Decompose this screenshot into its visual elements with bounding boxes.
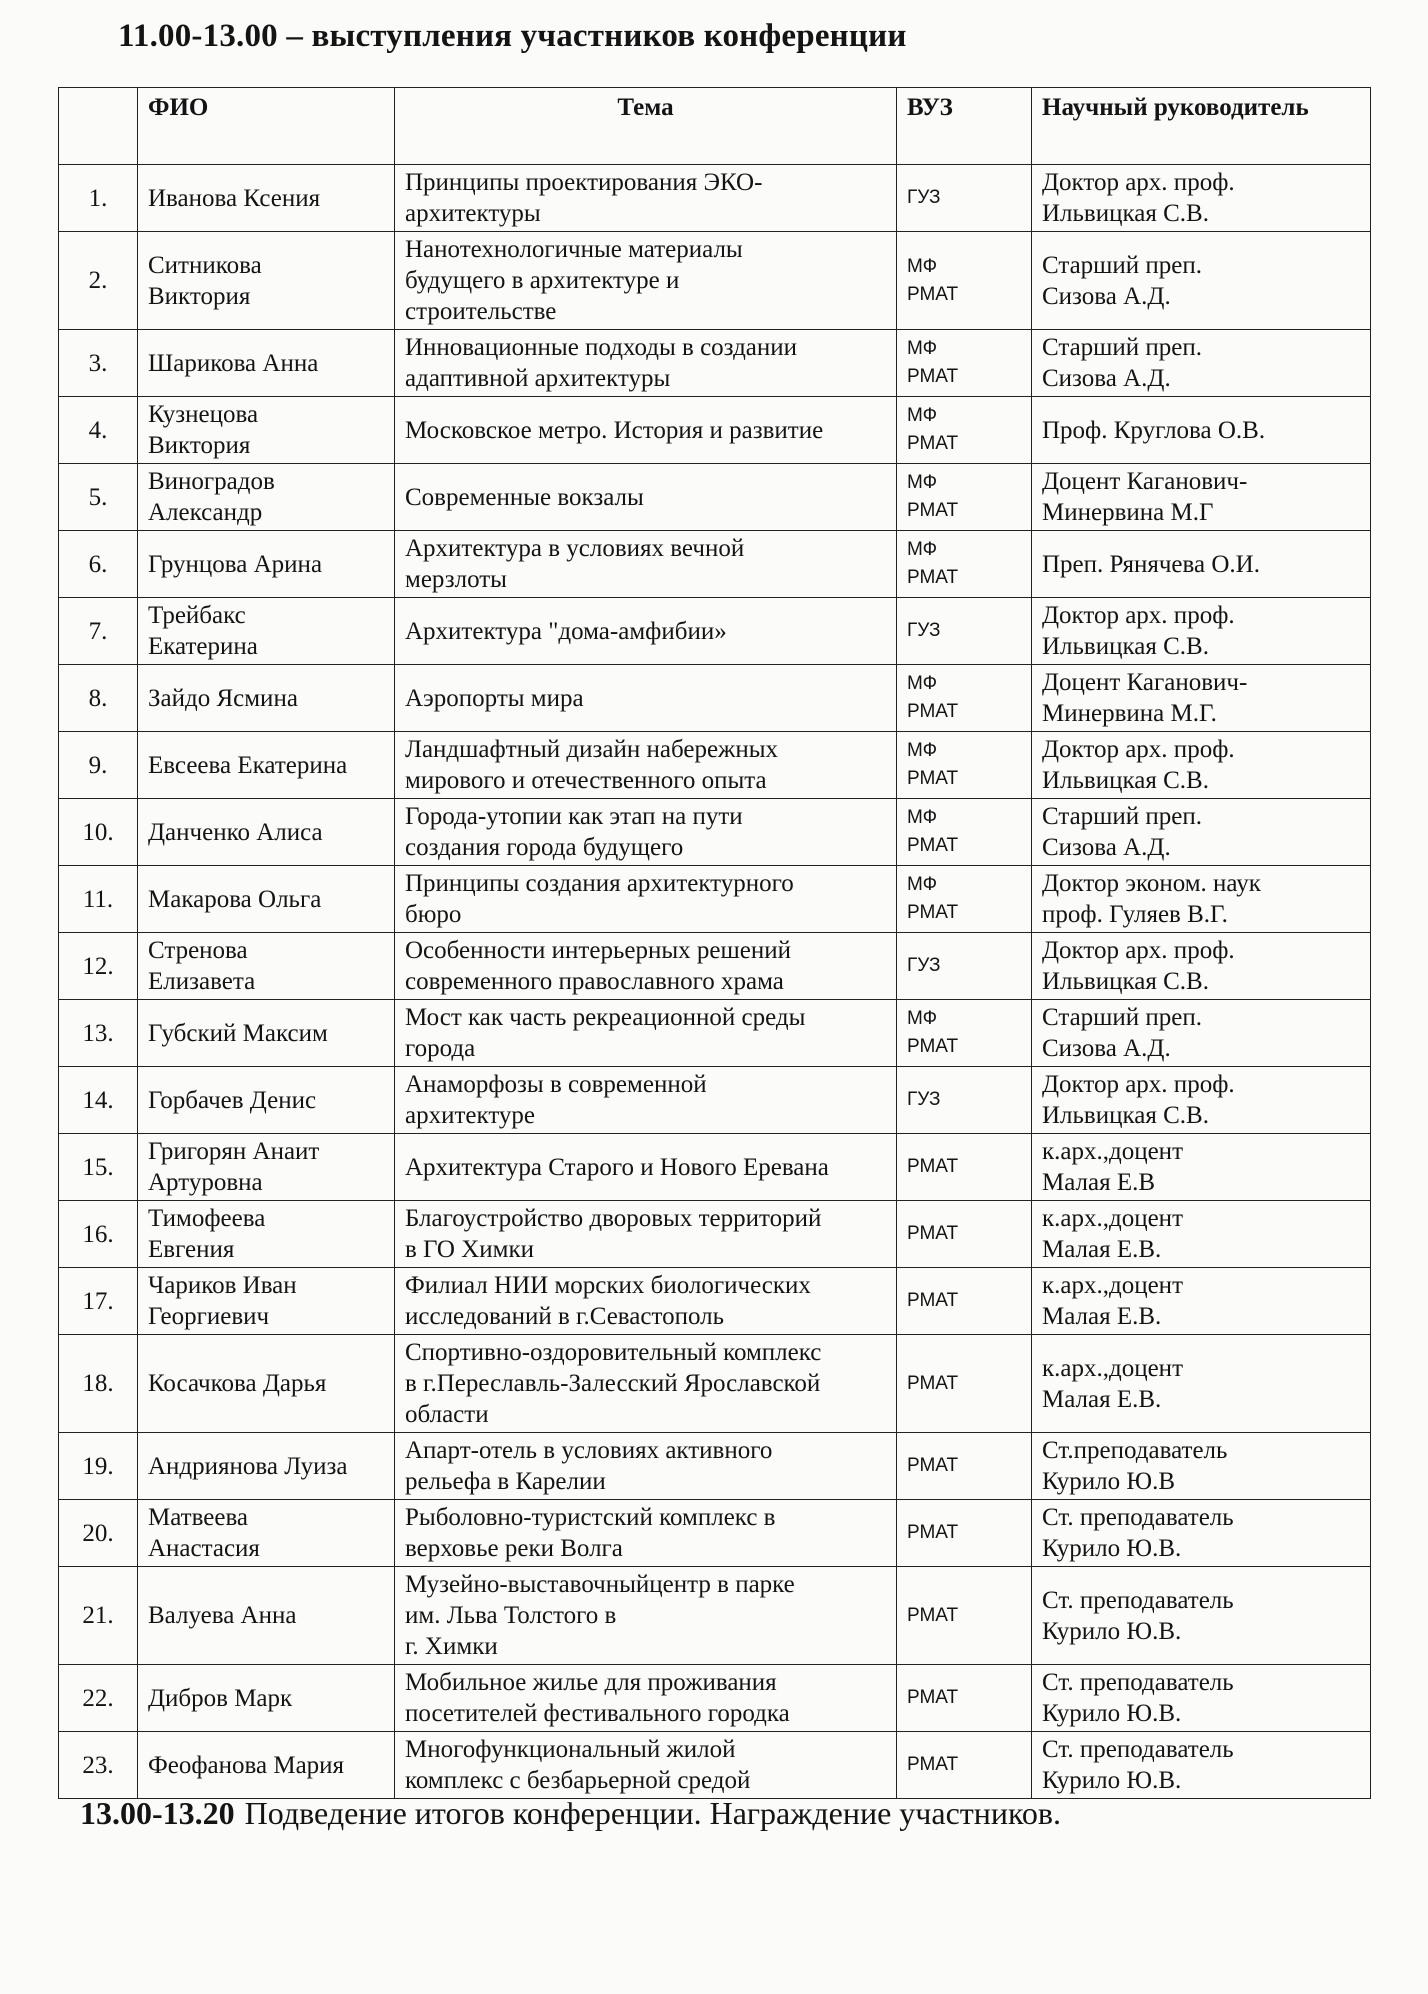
- university: ГУЗ: [897, 1067, 1032, 1134]
- participant-name: Губский Максим: [138, 1000, 395, 1067]
- university: ГУЗ: [897, 933, 1032, 1000]
- row-number: 7.: [59, 598, 138, 665]
- closing-session: [80, 1795, 1061, 1832]
- talk-topic: Многофункциональный жилой комплекс с безбарьерной средой: [395, 1732, 897, 1799]
- talk-topic: Благоустройство дворовых территорий в ГО Химки: [395, 1201, 897, 1268]
- talk-topic: Принципы создания архитектурного бюро: [395, 866, 897, 933]
- talk-topic: Музейно-выставочныйцентр в парке им. Льва Толстого в г. Химки: [395, 1567, 897, 1665]
- table-row: [59, 1665, 1371, 1732]
- participant-name: Горбачев Денис: [138, 1067, 395, 1134]
- row-number: 2.: [59, 232, 138, 330]
- header-name: ФИО: [138, 88, 395, 165]
- participant-name: Андриянова Луиза: [138, 1433, 395, 1500]
- talk-topic: Архитектура в условиях вечной мерзлоты: [395, 531, 897, 598]
- university: РМАТ: [897, 1500, 1032, 1567]
- university: МФ РМАТ: [897, 531, 1032, 598]
- closing-text: Подведение итогов конференции. Награждение участников.: [244, 1795, 1062, 1831]
- row-number: 10.: [59, 799, 138, 866]
- table-row: [59, 1335, 1371, 1433]
- participant-name: Данченко Алиса: [138, 799, 395, 866]
- participant-name: Стренова Елизавета: [138, 933, 395, 1000]
- row-number: 19.: [59, 1433, 138, 1500]
- scientific-advisor: Доктор эконом. наук проф. Гуляев В.Г.: [1032, 866, 1371, 933]
- row-number: 13.: [59, 1000, 138, 1067]
- row-number: 8.: [59, 665, 138, 732]
- row-number: 4.: [59, 397, 138, 464]
- talk-topic: Нанотехнологичные материалы будущего в архитектуре и строительстве: [395, 232, 897, 330]
- scientific-advisor: Старший преп. Сизова А.Д.: [1032, 799, 1371, 866]
- university: РМАТ: [897, 1433, 1032, 1500]
- scientific-advisor: Доцент Каганович- Минервина М.Г.: [1032, 665, 1371, 732]
- header-topic: Тема: [395, 88, 897, 165]
- scientific-advisor: к.арх.,доцент Малая Е.В.: [1032, 1335, 1371, 1433]
- table-row: [59, 933, 1371, 1000]
- university: МФ РМАТ: [897, 732, 1032, 799]
- talk-topic: Мобильное жилье для проживания посетителей фестивального городка: [395, 1665, 897, 1732]
- row-number: 20.: [59, 1500, 138, 1567]
- table-row: [59, 1567, 1371, 1665]
- scientific-advisor: к.арх.,доцент Малая Е.В: [1032, 1134, 1371, 1201]
- row-number: 11.: [59, 866, 138, 933]
- scientific-advisor: Старший преп. Сизова А.Д.: [1032, 1000, 1371, 1067]
- university: МФ РМАТ: [897, 665, 1032, 732]
- university: МФ РМАТ: [897, 866, 1032, 933]
- scientific-advisor: Ст. преподаватель Курило Ю.В.: [1032, 1732, 1371, 1799]
- university: РМАТ: [897, 1134, 1032, 1201]
- participants-table: [58, 87, 1371, 1799]
- participant-name: Тимофеева Евгения: [138, 1201, 395, 1268]
- scientific-advisor: Ст. преподаватель Курило Ю.В.: [1032, 1567, 1371, 1665]
- table-row: [59, 165, 1371, 232]
- university: РМАТ: [897, 1268, 1032, 1335]
- row-number: 23.: [59, 1732, 138, 1799]
- participant-name: Григорян Анаит Артуровна: [138, 1134, 395, 1201]
- table-body: [59, 165, 1371, 1799]
- university: ГУЗ: [897, 165, 1032, 232]
- participant-name: Зайдо Ясмина: [138, 665, 395, 732]
- talk-topic: Архитектура Старого и Нового Еревана: [395, 1134, 897, 1201]
- row-number: 9.: [59, 732, 138, 799]
- table-row: [59, 1433, 1371, 1500]
- participant-name: Иванова Ксения: [138, 165, 395, 232]
- table-row: [59, 1732, 1371, 1799]
- scientific-advisor: Доктор арх. проф. Ильвицкая С.В.: [1032, 165, 1371, 232]
- row-number: 21.: [59, 1567, 138, 1665]
- university: МФ РМАТ: [897, 464, 1032, 531]
- participant-name: Феофанова Мария: [138, 1732, 395, 1799]
- university: МФ РМАТ: [897, 330, 1032, 397]
- row-number: 16.: [59, 1201, 138, 1268]
- table-row: [59, 464, 1371, 531]
- scientific-advisor: к.арх.,доцент Малая Е.В.: [1032, 1268, 1371, 1335]
- university: РМАТ: [897, 1335, 1032, 1433]
- table-row: [59, 330, 1371, 397]
- table-row: [59, 1067, 1371, 1134]
- participant-name: Валуева Анна: [138, 1567, 395, 1665]
- talk-topic: Инновационные подходы в создании адаптивной архитектуры: [395, 330, 897, 397]
- scientific-advisor: Проф. Круглова О.В.: [1032, 397, 1371, 464]
- header-advisor: Научный руководитель: [1032, 88, 1371, 165]
- table-row: [59, 232, 1371, 330]
- scientific-advisor: Доктор арх. проф. Ильвицкая С.В.: [1032, 933, 1371, 1000]
- talk-topic: Московское метро. История и развитие: [395, 397, 897, 464]
- talk-topic: Архитектура "дома-амфибии»: [395, 598, 897, 665]
- talk-topic: Города-утопии как этап на пути создания города будущего: [395, 799, 897, 866]
- row-number: 15.: [59, 1134, 138, 1201]
- row-number: 6.: [59, 531, 138, 598]
- university: РМАТ: [897, 1567, 1032, 1665]
- table-row: [59, 598, 1371, 665]
- table-row: [59, 1500, 1371, 1567]
- talk-topic: Принципы проектирования ЭКО- архитектуры: [395, 165, 897, 232]
- participant-name: Чариков Иван Георгиевич: [138, 1268, 395, 1335]
- participant-name: Грунцова Арина: [138, 531, 395, 598]
- scientific-advisor: Ст. преподаватель Курило Ю.В.: [1032, 1500, 1371, 1567]
- closing-time: 13.00-13.20: [80, 1795, 235, 1831]
- scientific-advisor: Доктор арх. проф. Ильвицкая С.В.: [1032, 1067, 1371, 1134]
- talk-topic: Современные вокзалы: [395, 464, 897, 531]
- scientific-advisor: к.арх.,доцент Малая Е.В.: [1032, 1201, 1371, 1268]
- scientific-advisor: Доктор арх. проф. Ильвицкая С.В.: [1032, 732, 1371, 799]
- page-title: 11.00-13.00 – выступления участников конференции: [118, 18, 907, 54]
- talk-topic: Апарт-отель в условиях активного рельефа в Карелии: [395, 1433, 897, 1500]
- scientific-advisor: Доцент Каганович- Минервина М.Г: [1032, 464, 1371, 531]
- table-row: [59, 397, 1371, 464]
- row-number: 3.: [59, 330, 138, 397]
- table-row: [59, 866, 1371, 933]
- row-number: 18.: [59, 1335, 138, 1433]
- row-number: 5.: [59, 464, 138, 531]
- participant-name: Трейбакс Екатерина: [138, 598, 395, 665]
- row-number: 14.: [59, 1067, 138, 1134]
- table-row: [59, 1134, 1371, 1201]
- university: РМАТ: [897, 1732, 1032, 1799]
- participant-name: Ситникова Виктория: [138, 232, 395, 330]
- scientific-advisor: Доктор арх. проф. Ильвицкая С.В.: [1032, 598, 1371, 665]
- table-row: [59, 1268, 1371, 1335]
- participant-name: Матвеева Анастасия: [138, 1500, 395, 1567]
- table-header-row: [59, 88, 1371, 165]
- talk-topic: Аэропорты мира: [395, 665, 897, 732]
- university: МФ РМАТ: [897, 1000, 1032, 1067]
- scientific-advisor: Старший преп. Сизова А.Д.: [1032, 330, 1371, 397]
- participant-name: Виноградов Александр: [138, 464, 395, 531]
- scientific-advisor: Ст. преподаватель Курило Ю.В.: [1032, 1665, 1371, 1732]
- participant-name: Кузнецова Виктория: [138, 397, 395, 464]
- scientific-advisor: Старший преп. Сизова А.Д.: [1032, 232, 1371, 330]
- header-university: ВУЗ: [897, 88, 1032, 165]
- participant-name: Дибров Марк: [138, 1665, 395, 1732]
- row-number: 12.: [59, 933, 138, 1000]
- talk-topic: Спортивно-оздоровительный комплекс в г.Переславль-Залесский Ярославской области: [395, 1335, 897, 1433]
- row-number: 17.: [59, 1268, 138, 1335]
- university: МФ РМАТ: [897, 232, 1032, 330]
- table-row: [59, 665, 1371, 732]
- table-row: [59, 732, 1371, 799]
- scientific-advisor: Ст.преподаватель Курило Ю.В: [1032, 1433, 1371, 1500]
- table-row: [59, 799, 1371, 866]
- talk-topic: Рыболовно-туристский комплекс в верховье реки Волга: [395, 1500, 897, 1567]
- university: ГУЗ: [897, 598, 1032, 665]
- row-number: 22.: [59, 1665, 138, 1732]
- header-number: [59, 88, 138, 165]
- talk-topic: Филиал НИИ морских биологических исследований в г.Севастополь: [395, 1268, 897, 1335]
- participant-name: Макарова Ольга: [138, 866, 395, 933]
- participant-name: Евсеева Екатерина: [138, 732, 395, 799]
- table-row: [59, 1201, 1371, 1268]
- table-row: [59, 1000, 1371, 1067]
- university: РМАТ: [897, 1665, 1032, 1732]
- scientific-advisor: Преп. Рянячева О.И.: [1032, 531, 1371, 598]
- university: РМАТ: [897, 1201, 1032, 1268]
- talk-topic: Анаморфозы в современной архитектуре: [395, 1067, 897, 1134]
- row-number: 1.: [59, 165, 138, 232]
- talk-topic: Особенности интерьерных решений современного православного храма: [395, 933, 897, 1000]
- talk-topic: Ландшафтный дизайн набережных мирового и отечественного опыта: [395, 732, 897, 799]
- table-row: [59, 531, 1371, 598]
- talk-topic: Мост как часть рекреационной среды города: [395, 1000, 897, 1067]
- participant-name: Косачкова Дарья: [138, 1335, 395, 1433]
- participant-name: Шарикова Анна: [138, 330, 395, 397]
- university: МФ РМАТ: [897, 799, 1032, 866]
- university: МФ РМАТ: [897, 397, 1032, 464]
